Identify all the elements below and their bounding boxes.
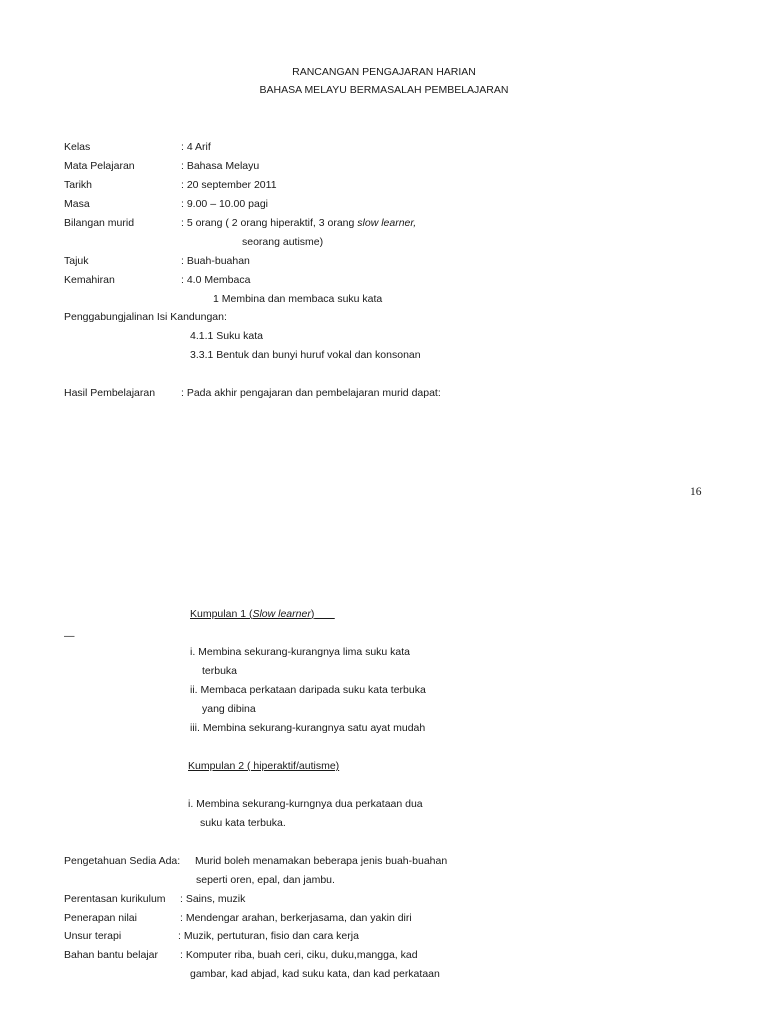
kumpulan-1-heading-italic: Slow learner bbox=[252, 608, 311, 620]
bahan-bantu-label: Bahan bantu belajar bbox=[64, 949, 158, 961]
kemahiran-value: : 4.0 Membaca bbox=[181, 274, 251, 286]
slow-learner-italic: slow learner, bbox=[357, 217, 417, 229]
kelas-value: : 4 Arif bbox=[181, 141, 211, 153]
bilangan-murid-value-cont: seorang autisme) bbox=[242, 236, 324, 248]
bilangan-murid-label: Bilangan murid bbox=[64, 217, 135, 229]
pengetahuan-value: Murid boleh menamakan beberapa jenis buah-buahan bbox=[195, 855, 448, 867]
penerapan-value: : Mendengar arahan, berkerjasama, dan yakin diri bbox=[180, 912, 412, 924]
perentasan-value: : Sains, muzik bbox=[180, 893, 246, 905]
document-title: RANCANGAN PENGAJARAN HARIAN bbox=[292, 66, 476, 78]
tarikh-label: Tarikh bbox=[64, 179, 93, 191]
kumpulan-1-heading-b: ) bbox=[310, 608, 315, 620]
list-item: iii. Membina sekurang-kurangnya satu ayat mudah bbox=[190, 722, 426, 734]
pengetahuan-label: Pengetahuan Sedia Ada: bbox=[64, 855, 181, 867]
masa-label: Masa bbox=[64, 198, 90, 210]
isi-kandungan-item: 3.3.1 Bentuk dan bunyi huruf vokal dan konsonan bbox=[190, 349, 421, 361]
page-number: 16 bbox=[690, 486, 702, 498]
kumpulan-1-underline-tail bbox=[314, 608, 334, 620]
hasil-pembelajaran-label: Hasil Pembelajaran bbox=[64, 387, 156, 399]
kumpulan-1-heading bbox=[190, 608, 335, 621]
list-item-cont: terbuka bbox=[202, 665, 238, 677]
bahan-bantu-value: : Komputer riba, buah ceri, ciku, duku,mangga, kad bbox=[180, 949, 418, 961]
bahan-bantu-value-cont: gambar, kad abjad, kad suku kata, dan kad perkataan bbox=[190, 968, 440, 980]
kelas-label: Kelas bbox=[64, 141, 91, 153]
mata-pelajaran-label: Mata Pelajaran bbox=[64, 160, 135, 172]
kemahiran-label: Kemahiran bbox=[64, 274, 115, 286]
isi-kandungan-item: 4.1.1 Suku kata bbox=[190, 330, 263, 342]
tarikh-value: : 20 september 2011 bbox=[181, 179, 277, 191]
bilangan-murid-value bbox=[181, 217, 416, 230]
list-item: i. Membina sekurang-kurangnya lima suku kata bbox=[190, 646, 411, 658]
unsur-terapi-label: Unsur terapi bbox=[64, 930, 122, 942]
kumpulan-1-heading-a: Kumpulan 1 ( bbox=[190, 608, 253, 620]
penggabungjalinan-label: Penggabungjalinan Isi Kandungan: bbox=[64, 311, 227, 323]
hasil-pembelajaran-value: : Pada akhir pengajaran dan pembelajaran murid dapat: bbox=[181, 387, 441, 399]
penerapan-label: Penerapan nilai bbox=[64, 912, 137, 924]
list-item: i. Membina sekurang-kurngnya dua perkataan dua bbox=[188, 798, 423, 810]
pengetahuan-value-cont: seperti oren, epal, dan jambu. bbox=[196, 874, 335, 886]
perentasan-label: Perentasan kurikulum bbox=[64, 893, 166, 905]
bilangan-murid-text: : 5 orang ( 2 orang hiperaktif, 3 orang bbox=[181, 217, 358, 229]
list-item-cont: yang dibina bbox=[202, 703, 256, 715]
document-subtitle: BAHASA MELAYU BERMASALAH PEMBELAJARAN bbox=[259, 84, 509, 96]
mata-pelajaran-value: : Bahasa Melayu bbox=[181, 160, 260, 172]
unsur-terapi-value: : Muzik, pertuturan, fisio dan cara kerja bbox=[178, 930, 359, 942]
list-item-cont: suku kata terbuka. bbox=[200, 817, 286, 829]
tajuk-label: Tajuk bbox=[64, 255, 89, 267]
kemahiran-sub: 1 Membina dan membaca suku kata bbox=[213, 293, 383, 305]
stray-dash: — bbox=[64, 630, 75, 642]
tajuk-value: : Buah-buahan bbox=[181, 255, 250, 267]
masa-value: : 9.00 – 10.00 pagi bbox=[181, 198, 268, 210]
list-item: ii. Membaca perkataan daripada suku kata terbuka bbox=[190, 684, 426, 696]
kumpulan-2-heading: Kumpulan 2 ( hiperaktif/autisme) bbox=[188, 760, 340, 772]
